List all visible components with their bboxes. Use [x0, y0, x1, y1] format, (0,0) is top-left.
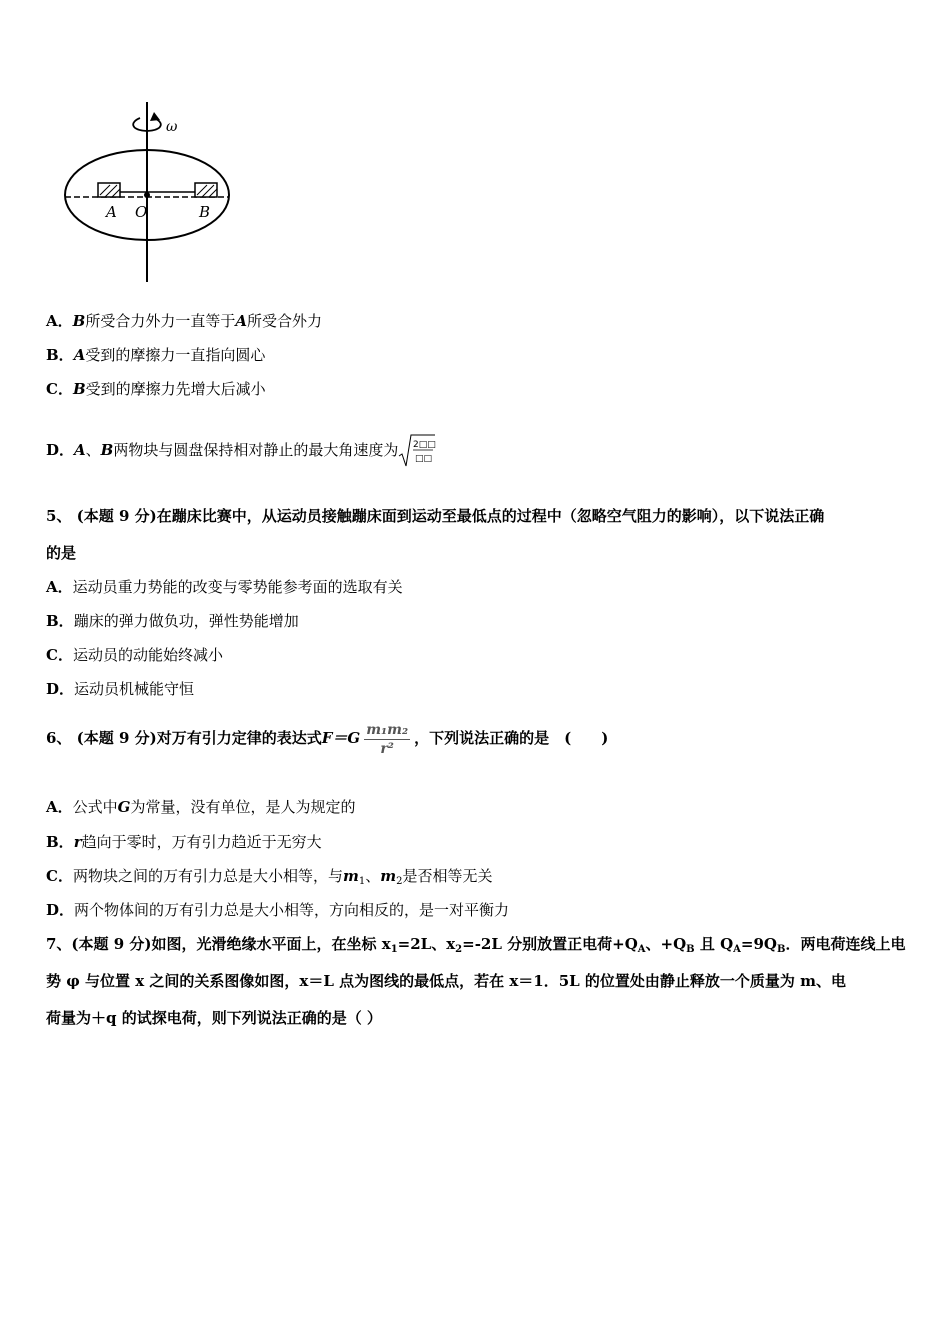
label-a: A: [106, 203, 117, 221]
rotating-disc-figure: [60, 100, 240, 285]
q4-option-c: C．B受到的摩擦力先增大后减小: [46, 380, 266, 398]
q4-option-a: A．B所受合力外力一直等于A所受合外力: [46, 312, 322, 330]
sqrt-formula: [398, 432, 436, 470]
center-point: [144, 192, 150, 198]
label-o: O: [135, 203, 148, 221]
q6-option-d: D．两个物体间的万有引力总是大小相等，方向相反的，是一对平衡力: [46, 901, 510, 919]
sqrt-numerator: 2□□: [413, 440, 437, 450]
q6-option-c: C．两物块之间的万有引力总是大小相等，与$m_1$、$m_2$是否相等无关: [46, 867, 493, 887]
q5-option-b: B．蹦床的弹力做负功，弹性势能增加: [46, 612, 299, 630]
block-b: [195, 183, 217, 197]
q5-option-a: A．运动员重力势能的改变与零势能参考面的选取有关: [46, 578, 403, 596]
q5-option-c: C．运动员的动能始终减小: [46, 646, 223, 664]
gravity-formula: F＝G: [321, 729, 361, 747]
q6-option-a: A．公式中G为常量，没有单位，是人为规定的: [46, 798, 356, 816]
label-b: B: [199, 203, 211, 221]
q5-stem-line2: 的是: [46, 544, 77, 562]
sqrt-denominator: □□: [415, 454, 433, 464]
q6-stem: 6、 (本题 9 分)对万有引力定律的表达式F＝G $\frac{\text{m₁m₂}}{\text{r²}}$ ，下列说法正确的是 ( ): [46, 721, 609, 757]
q7-stem-line3: 荷量为＋q 的试探电荷，则下列说法正确的是（ ）: [46, 1009, 382, 1027]
q7-stem-line1: 7、(本题 9 分)如图，光滑绝缘水平面上，在坐标 $x_1=2L$、$x_2=-2L$ 分别放置正电荷$+Q_A$、$+Q_B$ 且 $Q_A=9Q_B$．两电荷连线上电: [46, 935, 906, 955]
q5-stem-line1: 5、 (本题 9 分)在蹦床比赛中，从运动员接触蹦床面到运动至最低点的过程中（忽略空气阻力的影响），以下说法正确: [46, 507, 825, 525]
gravity-fraction: $\frac{\text{m₁m₂}}{\text{r²}}$: [366, 721, 409, 757]
q5-option-d: D．运动员机械能守恒: [46, 680, 195, 698]
block-a: [98, 183, 120, 197]
q4-option-d: D．A、B两物块与圆盘保持相对静止的最大角速度为 2□□ □□: [46, 432, 436, 470]
q6-option-b: B．r趋向于零时，万有引力趋近于无穷大: [46, 833, 322, 851]
q4-option-b: B．A受到的摩擦力一直指向圆心: [46, 346, 266, 364]
q7-stem-line2: 势 φ 与位置 x 之间的关系图像如图，x＝L 点为图线的最低点，若在 x＝1．5L 的位置处由静止释放一个质量为 m、电: [46, 972, 847, 990]
omega-label: ω: [166, 119, 178, 135]
